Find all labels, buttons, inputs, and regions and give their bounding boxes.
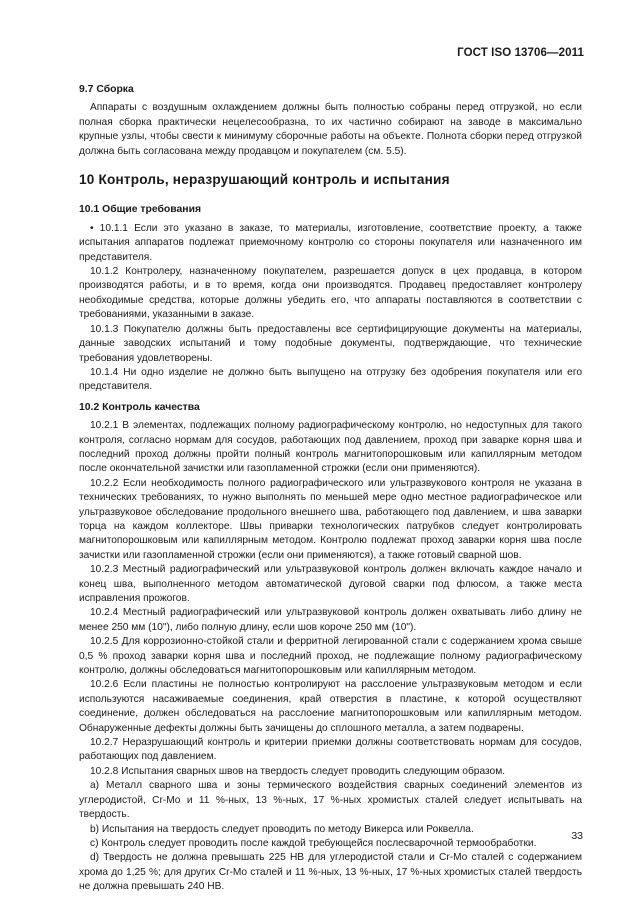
document-header: ГОСТ ISO 13706—2011 (457, 47, 584, 59)
paragraph: 10.1.4 Ни одно изделие не должно быть выпущено на отгрузку без одобрения покупателя или его представителя. (79, 366, 582, 393)
paragraph: 10.2.7 Неразрушающий контроль и критерии приемки должны соответствовать нормам для сосудов, работающих под давлением. (79, 737, 582, 763)
list-item-a: a) Металл сварного шва и зоны термического воздействия сварных соединений элементов из углеродистой, Cr-Mo и 11 %-ных, 13 %-ных, 17 %-ных хромистых сталей следует испытывать на твердость. (79, 780, 582, 821)
paragraph: 10.2.5 Для коррозионно-стойкой стали и ферритной легированной стали с содержанием хрома свыше 0,5 % проход заварки корня шва и последний проход, не подлежащие полному радиографическому контролю, должны обследоваться магнитопорошковым или капиллярным методом. (79, 636, 582, 677)
paragraph: 10.2.8 Испытания сварных швов на твердость следует проводить следующим образом. (90, 765, 506, 777)
list-item-b: b) Испытания на твердость следует проводить по методу Викерса или Роквелла. (90, 823, 474, 835)
paragraph: 10.2.6 Если пластины не полностью контролируют на расслоение ультразвуковым методом и если используются насаживаемые соединения, край отверстия в пластине, к которой осуществляют соединение, должен обследоваться на расслоение магнитопорошковым или капиллярным методом. Обнаруженные дефекты должны быть зачищены до сплошного металла, а затем подварены. (79, 679, 582, 734)
list-item-d: d) Твердость не должна превышать 225 HB для углеродистой стали и Cr-Mo сталей с содержанием хрома до 1,25 %; для других Cr-Mo сталей и 11 %-ных, 13 %-ных, 17 %-ных хромистых сталей твердость не должна превышать 240 HB. (79, 852, 582, 893)
paragraph: • 10.1.1 Если это указано в заказе, то материалы, изготовление, соответствие проекту, а также испытания аппаратов подлежат приемочному контролю со стороны покупателя или назначенного им представителя. (79, 222, 582, 263)
paragraph: 10.1.3 Покупателю должны быть предоставлены все сертифицирующие документы на материалы, данные заводских испытаний и тому подобные документы, подтверждающие, что технические требования удовлетворены. (79, 323, 582, 364)
paragraph: 10.1.2 Контролеру, назначенному покупателем, разрешается допуск в цех продавца, в котором производятся работы, и в то время, когда они производятся. Продавец предоставляет контролеру необходимые средства, которые должны убедить его, что аппараты поставляются в соответствии с требованиями, указанными в заказе. (79, 266, 582, 321)
paragraph: Аппараты с воздушным охлаждением должны быть полностью собраны перед отгрузкой, но если полная сборка практически нецелесообразна, то их частично собирают на заводе в максимально крупные узлы, чтобы свести к минимуму сборочные работы на объекте. Полнота сборки перед отгрузкой должна быть согласована между продавцом и покупателем (см. 5.5). (79, 102, 582, 157)
section-9-7-title: 9.7 Сборка (79, 84, 134, 95)
section-10-title: 10 Контроль, неразрушающий контроль и испытания (79, 172, 450, 188)
paragraph: 10.2.2 Если необходимость полного радиографического или ультразвукового контроля не указана в технических требованиях, то нужно выполнять по меньшей мере одно местное радиографическое или ультразвуковое обследование продольного внешнего шва, работающего под давлением, и шва заварки торца на каждом коллекторе. Швы приварки технологических патрубков следует контролировать магнитопорошковым или капиллярным методом. Контролю подлежат проход заварки корня шва после зачистки или газопламенной строжки (если они применяются), а также готовый сварной шов. (79, 477, 582, 561)
section-10-1-title: 10.1 Общие требования (79, 204, 202, 216)
paragraph: 10.2.3 Местный радиографический или ультразвуковой контроль должен включать каждое начало и конец шва, выполненного методом автоматической дуговой сварки под флюсом, а также места исправления прожогов. (79, 564, 582, 604)
page-number: 33 (571, 830, 583, 842)
section-10-2-title: 10.2 Контроль качества (79, 401, 200, 413)
paragraph: 10.2.4 Местный радиографический или ультразвуковой контроль должен охватывать либо длину не менее 250 мм (10"), либо полную длину, если шов короче 250 мм (10"). (79, 607, 582, 633)
list-item-c: c) Контроль следует проводить после каждой требующейся послесварочной термообработки. (90, 837, 537, 849)
page-body (79, 83, 582, 895)
paragraph: 10.2.1 В элементах, подлежащих полному радиографическому контролю, но недоступных для такого контроля, согласно нормам для сосудов, работающих под давлением, проход при заварке корня шва и последний проход должны пройти полный контроль магнитопорошковым или капиллярным методом после окончательной зачистки или газопламенной строжки (если они применяются). (79, 420, 582, 475)
